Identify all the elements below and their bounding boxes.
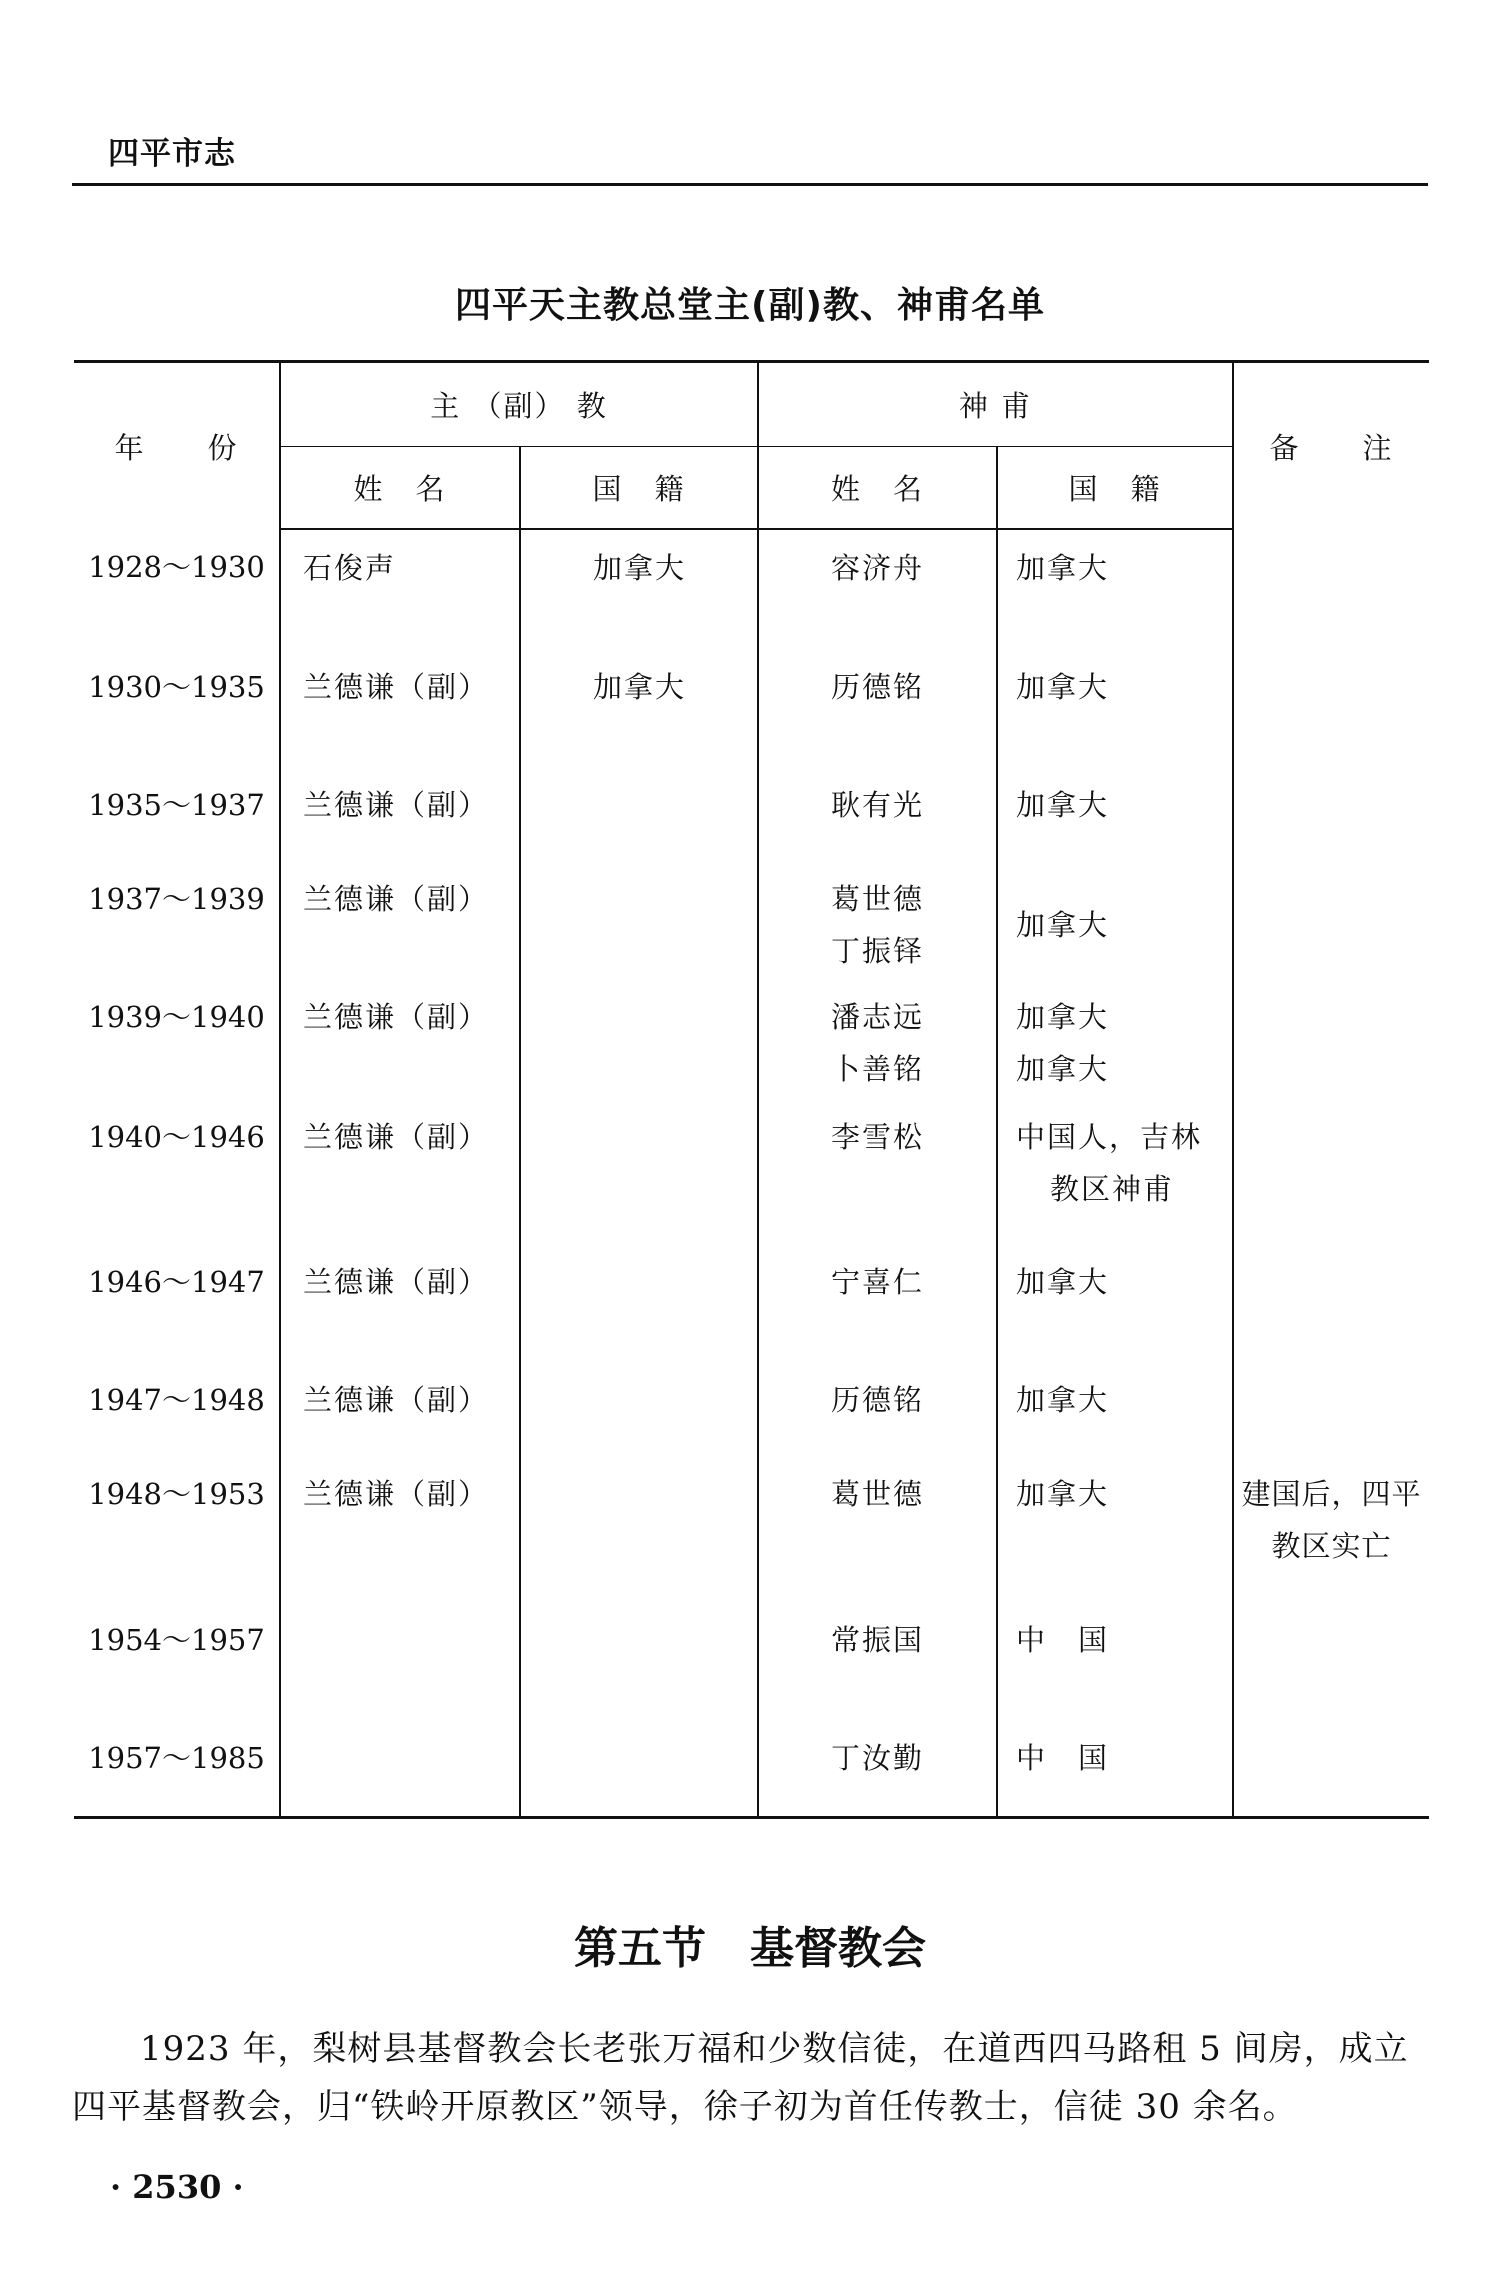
- bishop-nationality-cell: [520, 1720, 758, 1817]
- note-cell: [1233, 767, 1429, 861]
- table-row: [74, 529, 1429, 649]
- note-cell: [1233, 1602, 1429, 1720]
- note-cell: [1233, 1244, 1429, 1362]
- bishop-nationality-cell: [520, 1602, 758, 1720]
- priest-name: 常振国: [831, 1623, 925, 1657]
- note-cell: [1233, 649, 1429, 767]
- table-row: [74, 1720, 1429, 1817]
- page-number: · 2530 ·: [110, 2168, 244, 2206]
- priest-nationality: 加拿大: [1016, 1265, 1110, 1299]
- priest-name-cell: [758, 1456, 997, 1602]
- header-bishop-name: 姓 名: [280, 447, 520, 530]
- note-cell: [1233, 1099, 1429, 1244]
- table-row: [74, 1362, 1429, 1456]
- note-line: 教区实亡: [1271, 1529, 1392, 1563]
- priest-nationality-cell: [997, 1362, 1233, 1456]
- priest-nationality: 教区神甫: [1050, 1172, 1175, 1206]
- table-title: 四平天主教总堂主(副)教、神甫名单: [455, 285, 1045, 326]
- book-title: 四平市志: [108, 136, 236, 172]
- table-row: [74, 979, 1429, 1099]
- header-priest-nationality: 国 籍: [997, 447, 1233, 530]
- header-priest-name: 姓 名: [758, 447, 997, 530]
- priest-name: 历德铭: [831, 670, 925, 704]
- table-row: [74, 1099, 1429, 1244]
- priest-name: 丁振铎: [831, 934, 925, 968]
- priest-name: 丁汝勤: [831, 1741, 925, 1775]
- year-cell: 1946～1947: [74, 1244, 280, 1362]
- table-row: [74, 767, 1429, 861]
- priest-name: 葛世德: [831, 882, 925, 916]
- priest-name: 耿有光: [831, 788, 925, 822]
- note-cell: [1233, 1362, 1429, 1456]
- priest-name-cell: [758, 1362, 997, 1456]
- table-row: [74, 1456, 1429, 1602]
- priest-name-cell: [758, 1244, 997, 1362]
- priest-name-cell: [758, 1099, 997, 1244]
- bishop-name-cell: 兰德谦（副）: [280, 979, 520, 1099]
- priest-name-cell: [758, 767, 997, 861]
- header-priest-group: 神 甫: [758, 362, 1233, 447]
- priest-nationality-cell: [997, 1244, 1233, 1362]
- year-cell: 1928～1930: [74, 529, 280, 649]
- bishop-nationality-cell: 加拿大: [520, 529, 758, 649]
- header-bishop-nationality: 国 籍: [520, 447, 758, 530]
- year-cell: 1948～1953: [74, 1456, 280, 1602]
- table-row: [74, 861, 1429, 979]
- priest-name: 历德铭: [831, 1383, 925, 1417]
- priest-name: 容济舟: [831, 551, 925, 585]
- paragraph-text: 1923 年，梨树县基督教会长老张万福和少数信徒，在道西四马路租 5 间房，成立四平基督教会，归“铁岭开原教区”领导，徐子初为首任传教士，信徒 30 余名。: [72, 2029, 1409, 2127]
- priest-name-cell: [758, 861, 997, 979]
- bishop-name-cell: 兰德谦（副）: [280, 1362, 520, 1456]
- priest-nationality: 加拿大: [1016, 1000, 1110, 1034]
- priest-name-cell: [758, 649, 997, 767]
- note-cell: [1233, 861, 1429, 979]
- priest-nationality-cell: [997, 1099, 1233, 1244]
- clergy-table: [74, 360, 1429, 1819]
- bishop-name-cell: 兰德谦（副）: [280, 649, 520, 767]
- priest-name: 卜善铭: [831, 1052, 925, 1086]
- priest-nationality: 中 国: [1016, 1623, 1110, 1657]
- priest-nationality-cell: [997, 529, 1233, 649]
- header-note: 备 注: [1233, 362, 1429, 530]
- bishop-name-cell: 兰德谦（副）: [280, 1456, 520, 1602]
- bishop-nationality-cell: [520, 1244, 758, 1362]
- note-cell: [1233, 529, 1429, 649]
- priest-name: 潘志远: [831, 1000, 925, 1034]
- priest-nationality: 加拿大: [1016, 1477, 1110, 1511]
- header-rule: [72, 183, 1428, 186]
- note-cell: [1233, 1456, 1429, 1602]
- priest-nationality-cell: [997, 861, 1233, 979]
- year-cell: 1930～1935: [74, 649, 280, 767]
- priest-name-cell: [758, 979, 997, 1099]
- priest-nationality: 加拿大: [1016, 788, 1110, 822]
- priest-nationality-cell: [997, 1456, 1233, 1602]
- priest-name-cell: [758, 1602, 997, 1720]
- section-title: 第五节 基督教会: [574, 1923, 926, 1974]
- priest-nationality-cell: [997, 979, 1233, 1099]
- year-cell: 1935～1937: [74, 767, 280, 861]
- section-paragraph: [72, 2020, 1432, 2136]
- header-year: 年 份: [74, 362, 280, 530]
- priest-nationality: 加拿大: [1016, 908, 1110, 942]
- year-cell: 1947～1948: [74, 1362, 280, 1456]
- bishop-name-cell: [280, 1720, 520, 1817]
- bishop-nationality-cell: [520, 1099, 758, 1244]
- priest-nationality: 加拿大: [1016, 1052, 1110, 1086]
- bishop-name-cell: [280, 1602, 520, 1720]
- bishop-nationality-cell: [520, 861, 758, 979]
- year-cell: 1939～1940: [74, 979, 280, 1099]
- year-cell: 1954～1957: [74, 1602, 280, 1720]
- priest-nationality: 中国人，吉林: [1016, 1120, 1203, 1154]
- bishop-nationality-cell: [520, 1362, 758, 1456]
- priest-nationality: 加拿大: [1016, 670, 1110, 704]
- priest-nationality-cell: [997, 649, 1233, 767]
- year-cell: 1940～1946: [74, 1099, 280, 1244]
- priest-name: 宁喜仁: [831, 1265, 925, 1299]
- priest-nationality: 中 国: [1016, 1741, 1110, 1775]
- bishop-nationality-cell: 加拿大: [520, 649, 758, 767]
- bishop-name-cell: 兰德谦（副）: [280, 861, 520, 979]
- priest-nationality: 加拿大: [1016, 1383, 1110, 1417]
- bishop-nationality-cell: [520, 767, 758, 861]
- year-cell: 1957～1985: [74, 1720, 280, 1817]
- note-cell: [1233, 979, 1429, 1099]
- priest-name: 李雪松: [831, 1120, 925, 1154]
- bishop-nationality-cell: [520, 979, 758, 1099]
- priest-name-cell: [758, 1720, 997, 1817]
- priest-nationality: 加拿大: [1016, 551, 1110, 585]
- bishop-name-cell: 兰德谦（副）: [280, 1099, 520, 1244]
- table-row: [74, 1244, 1429, 1362]
- bishop-name-cell: 兰德谦（副）: [280, 767, 520, 861]
- priest-nationality-cell: [997, 767, 1233, 861]
- bishop-nationality-cell: [520, 1456, 758, 1602]
- bishop-name-cell: 石俊声: [280, 529, 520, 649]
- table-row: [74, 649, 1429, 767]
- priest-name-cell: [758, 529, 997, 649]
- priest-name: 葛世德: [831, 1477, 925, 1511]
- table-row: [74, 1602, 1429, 1720]
- priest-nationality-cell: [997, 1602, 1233, 1720]
- priest-nationality-cell: [997, 1720, 1233, 1817]
- year-cell: 1937～1939: [74, 861, 280, 979]
- note-line: 建国后，四平: [1241, 1477, 1422, 1511]
- note-cell: [1233, 1720, 1429, 1817]
- bishop-name-cell: 兰德谦（副）: [280, 1244, 520, 1362]
- header-bishop-group: 主 （副） 教: [280, 362, 758, 447]
